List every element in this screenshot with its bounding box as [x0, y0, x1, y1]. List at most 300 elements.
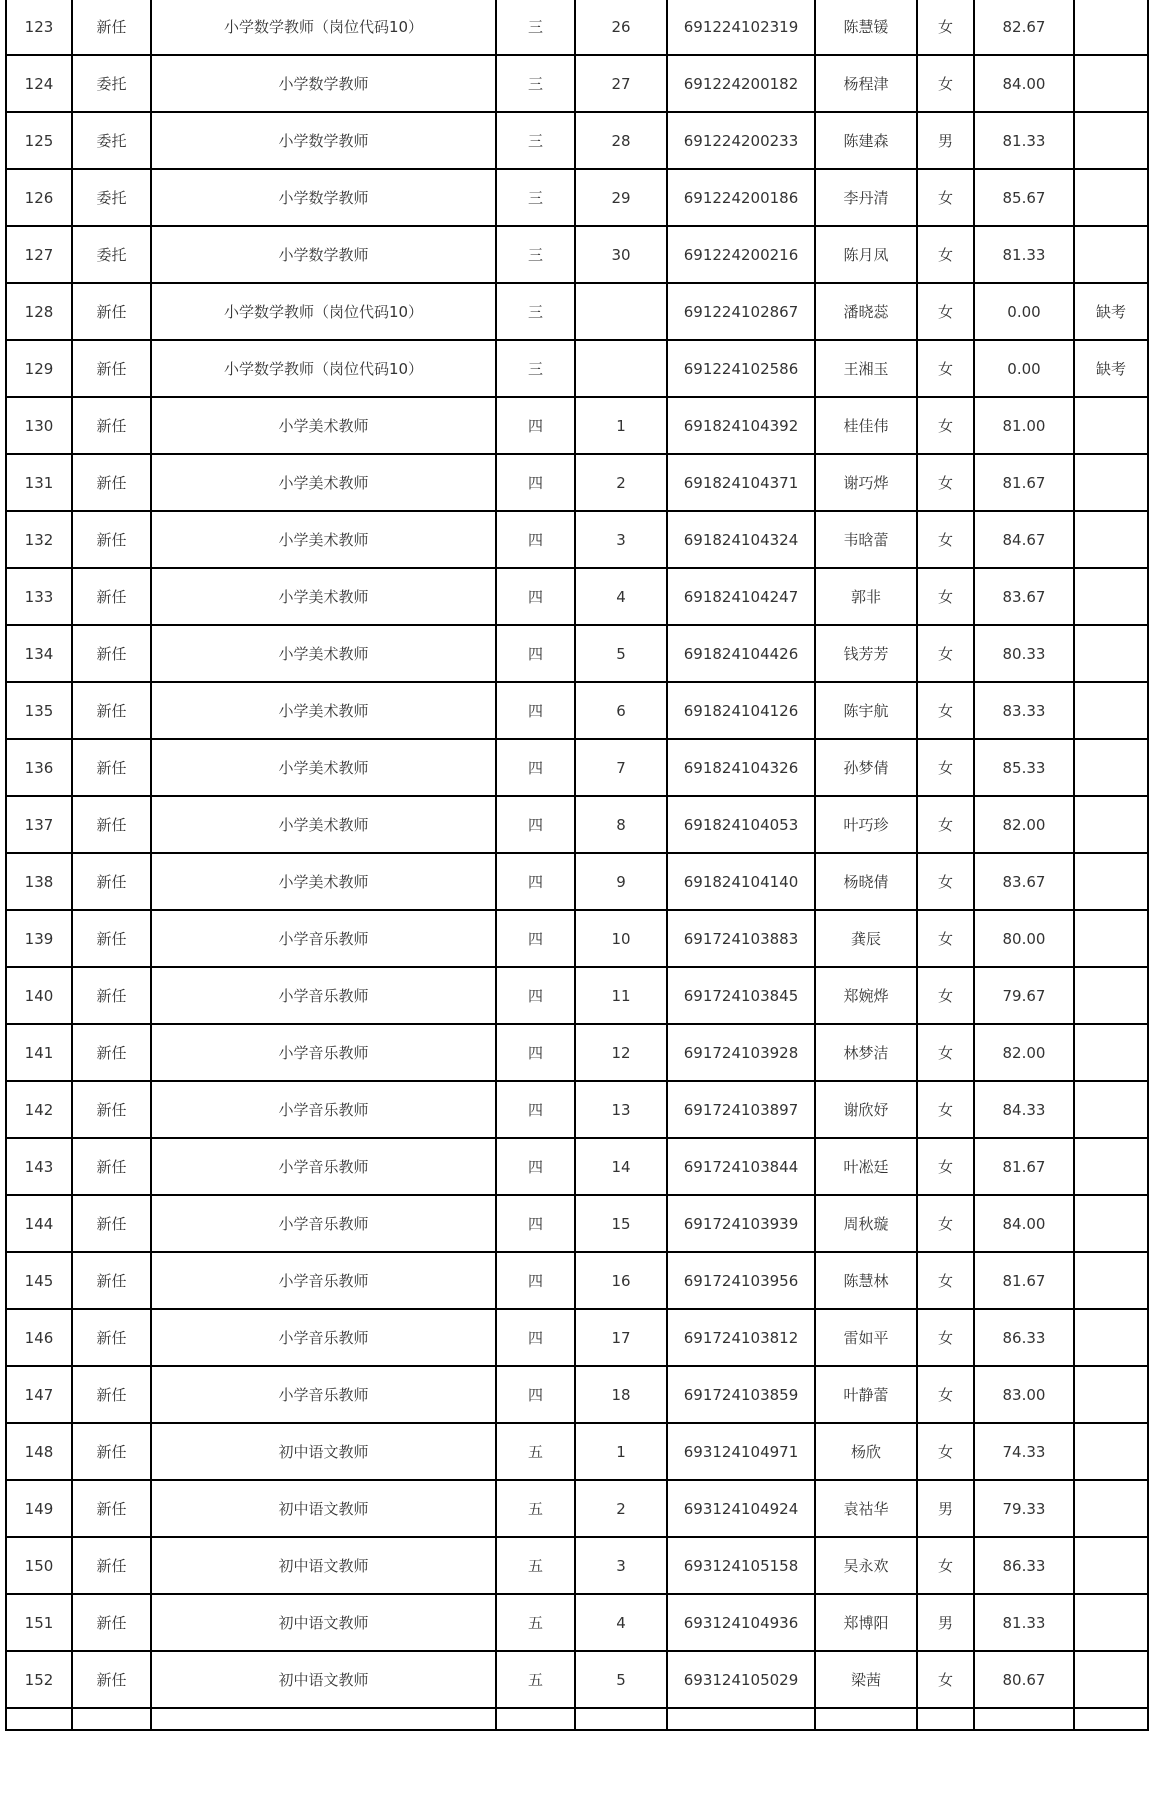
- cell-recruit-type: 新任: [72, 1480, 151, 1537]
- table-body: [6, 0, 1148, 1730]
- cell-remark: [1074, 625, 1148, 682]
- table-row: [6, 397, 1148, 454]
- cell-position: 初中语文教师: [151, 1594, 496, 1651]
- cell-recruit-type: 新任: [72, 1366, 151, 1423]
- cell-group: 三: [496, 169, 575, 226]
- empty-cell: [1074, 1708, 1148, 1730]
- table-row: [6, 625, 1148, 682]
- cell-draw-order: 3: [575, 511, 667, 568]
- cell-recruit-type: 委托: [72, 169, 151, 226]
- cell-gender: 女: [917, 397, 974, 454]
- cell-group: 五: [496, 1537, 575, 1594]
- cell-draw-order: 13: [575, 1081, 667, 1138]
- cell-name: 郭非: [815, 568, 917, 625]
- cell-group: 四: [496, 1252, 575, 1309]
- cell-group: 四: [496, 967, 575, 1024]
- cell-position: 初中语文教师: [151, 1537, 496, 1594]
- cell-serial-number: 136: [6, 739, 72, 796]
- cell-name: 陈慧林: [815, 1252, 917, 1309]
- cell-name: 雷如平: [815, 1309, 917, 1366]
- cell-recruit-type: 新任: [72, 1651, 151, 1708]
- cell-remark: [1074, 1309, 1148, 1366]
- cell-score: 80.67: [974, 1651, 1074, 1708]
- cell-score: 83.67: [974, 853, 1074, 910]
- cell-position: 小学音乐教师: [151, 910, 496, 967]
- cell-ticket-number: 691724103859: [667, 1366, 815, 1423]
- table-row: [6, 112, 1148, 169]
- cell-remark: [1074, 1423, 1148, 1480]
- cell-ticket-number: 691224102867: [667, 283, 815, 340]
- cell-serial-number: 142: [6, 1081, 72, 1138]
- cell-group: 三: [496, 226, 575, 283]
- table-row: [6, 283, 1148, 340]
- cell-ticket-number: 691724103844: [667, 1138, 815, 1195]
- cell-remark: [1074, 0, 1148, 55]
- cell-recruit-type: 新任: [72, 283, 151, 340]
- cell-name: 钱芳芳: [815, 625, 917, 682]
- cell-name: 孙梦倩: [815, 739, 917, 796]
- cell-position: 小学美术教师: [151, 739, 496, 796]
- empty-cell: [151, 1708, 496, 1730]
- cell-recruit-type: 新任: [72, 454, 151, 511]
- empty-cell: [575, 1708, 667, 1730]
- cell-group: 四: [496, 1081, 575, 1138]
- cell-gender: 女: [917, 340, 974, 397]
- cell-draw-order: 8: [575, 796, 667, 853]
- cell-draw-order: 26: [575, 0, 667, 55]
- cell-position: 初中语文教师: [151, 1423, 496, 1480]
- table-row: [6, 226, 1148, 283]
- cell-score: 80.33: [974, 625, 1074, 682]
- cell-remark: [1074, 853, 1148, 910]
- cell-serial-number: 134: [6, 625, 72, 682]
- cell-group: 三: [496, 0, 575, 55]
- cell-gender: 女: [917, 625, 974, 682]
- cell-gender: 男: [917, 112, 974, 169]
- cell-serial-number: 124: [6, 55, 72, 112]
- cell-serial-number: 128: [6, 283, 72, 340]
- cell-recruit-type: 新任: [72, 1423, 151, 1480]
- cell-remark: [1074, 1252, 1148, 1309]
- cell-remark: 缺考: [1074, 283, 1148, 340]
- cell-serial-number: 145: [6, 1252, 72, 1309]
- cell-position: 小学音乐教师: [151, 1195, 496, 1252]
- cell-draw-order: 2: [575, 454, 667, 511]
- cell-gender: 女: [917, 739, 974, 796]
- cell-ticket-number: 693124104936: [667, 1594, 815, 1651]
- table-row: [6, 1594, 1148, 1651]
- cell-gender: 女: [917, 1309, 974, 1366]
- cell-remark: [1074, 1480, 1148, 1537]
- cell-gender: 女: [917, 1651, 974, 1708]
- table-row: [6, 1081, 1148, 1138]
- cell-ticket-number: 691724103883: [667, 910, 815, 967]
- cell-gender: 女: [917, 910, 974, 967]
- cell-serial-number: 127: [6, 226, 72, 283]
- cell-group: 四: [496, 739, 575, 796]
- cell-position: 小学美术教师: [151, 796, 496, 853]
- cell-group: 四: [496, 910, 575, 967]
- cell-draw-order: 18: [575, 1366, 667, 1423]
- cell-score: 82.00: [974, 796, 1074, 853]
- cell-remark: [1074, 112, 1148, 169]
- table-row: [6, 853, 1148, 910]
- cell-serial-number: 130: [6, 397, 72, 454]
- cell-name: 杨晓倩: [815, 853, 917, 910]
- cell-group: 四: [496, 625, 575, 682]
- cell-serial-number: 131: [6, 454, 72, 511]
- cell-score: 0.00: [974, 283, 1074, 340]
- cell-gender: 女: [917, 853, 974, 910]
- cell-recruit-type: 新任: [72, 682, 151, 739]
- cell-draw-order: 2: [575, 1480, 667, 1537]
- cell-score: 81.67: [974, 1252, 1074, 1309]
- cell-name: 陈宇航: [815, 682, 917, 739]
- cell-serial-number: 139: [6, 910, 72, 967]
- cell-recruit-type: 新任: [72, 1138, 151, 1195]
- table-row: [6, 55, 1148, 112]
- cell-ticket-number: 691824104053: [667, 796, 815, 853]
- cell-gender: 女: [917, 682, 974, 739]
- cell-draw-order: [575, 340, 667, 397]
- cell-recruit-type: 委托: [72, 226, 151, 283]
- cell-recruit-type: 委托: [72, 55, 151, 112]
- cell-ticket-number: 691724103812: [667, 1309, 815, 1366]
- cell-ticket-number: 693124105158: [667, 1537, 815, 1594]
- cell-group: 三: [496, 55, 575, 112]
- cell-group: 四: [496, 454, 575, 511]
- cell-recruit-type: 新任: [72, 625, 151, 682]
- cell-name: 袁祜华: [815, 1480, 917, 1537]
- cell-group: 五: [496, 1423, 575, 1480]
- cell-draw-order: 29: [575, 169, 667, 226]
- cell-position: 小学音乐教师: [151, 1081, 496, 1138]
- cell-remark: [1074, 169, 1148, 226]
- cell-remark: [1074, 1081, 1148, 1138]
- cell-remark: [1074, 1366, 1148, 1423]
- cell-recruit-type: 新任: [72, 568, 151, 625]
- cell-group: 三: [496, 283, 575, 340]
- cell-recruit-type: 新任: [72, 1309, 151, 1366]
- cell-serial-number: 143: [6, 1138, 72, 1195]
- table-row: [6, 340, 1148, 397]
- cell-score: 81.67: [974, 454, 1074, 511]
- cell-recruit-type: 新任: [72, 910, 151, 967]
- cell-group: 四: [496, 397, 575, 454]
- cell-draw-order: 30: [575, 226, 667, 283]
- cell-serial-number: 133: [6, 568, 72, 625]
- cell-score: 81.33: [974, 1594, 1074, 1651]
- cell-remark: [1074, 1138, 1148, 1195]
- cell-gender: 女: [917, 1537, 974, 1594]
- cell-remark: [1074, 967, 1148, 1024]
- cell-score: 84.00: [974, 55, 1074, 112]
- cell-ticket-number: 691824104426: [667, 625, 815, 682]
- empty-cell: [917, 1708, 974, 1730]
- cell-draw-order: 1: [575, 397, 667, 454]
- cell-remark: [1074, 55, 1148, 112]
- cell-ticket-number: 691724103845: [667, 967, 815, 1024]
- cell-recruit-type: 新任: [72, 967, 151, 1024]
- cell-score: 80.00: [974, 910, 1074, 967]
- cell-ticket-number: 691824104326: [667, 739, 815, 796]
- cell-ticket-number: 691724103939: [667, 1195, 815, 1252]
- cell-draw-order: 14: [575, 1138, 667, 1195]
- cell-draw-order: 5: [575, 1651, 667, 1708]
- empty-cell: [815, 1708, 917, 1730]
- cell-recruit-type: 新任: [72, 853, 151, 910]
- empty-cell: [6, 1708, 72, 1730]
- cell-score: 0.00: [974, 340, 1074, 397]
- cell-gender: 女: [917, 1024, 974, 1081]
- cell-gender: 女: [917, 283, 974, 340]
- cell-draw-order: [575, 283, 667, 340]
- cell-serial-number: 126: [6, 169, 72, 226]
- cell-draw-order: 5: [575, 625, 667, 682]
- cell-name: 周秋璇: [815, 1195, 917, 1252]
- table-row: [6, 910, 1148, 967]
- cell-serial-number: 132: [6, 511, 72, 568]
- cell-name: 谢欣妤: [815, 1081, 917, 1138]
- cell-ticket-number: 691724103956: [667, 1252, 815, 1309]
- table-row: [6, 1195, 1148, 1252]
- cell-ticket-number: 693124104924: [667, 1480, 815, 1537]
- cell-draw-order: 4: [575, 568, 667, 625]
- cell-recruit-type: 新任: [72, 1537, 151, 1594]
- cell-ticket-number: 691224102319: [667, 0, 815, 55]
- cell-position: 小学美术教师: [151, 454, 496, 511]
- cell-name: 郑婉烨: [815, 967, 917, 1024]
- cell-score: 81.67: [974, 1138, 1074, 1195]
- score-table: [5, 0, 1149, 1731]
- empty-cell: [974, 1708, 1074, 1730]
- table-row: [6, 1480, 1148, 1537]
- cell-gender: 女: [917, 1366, 974, 1423]
- table-row: [6, 1309, 1148, 1366]
- cell-score: 81.33: [974, 226, 1074, 283]
- cell-name: 叶静蕾: [815, 1366, 917, 1423]
- table-row: [6, 0, 1148, 55]
- cell-recruit-type: 新任: [72, 1081, 151, 1138]
- cell-group: 四: [496, 1195, 575, 1252]
- cell-remark: [1074, 682, 1148, 739]
- cell-position: 小学音乐教师: [151, 967, 496, 1024]
- cell-remark: [1074, 1651, 1148, 1708]
- cell-name: 叶凇廷: [815, 1138, 917, 1195]
- cell-recruit-type: 新任: [72, 511, 151, 568]
- table-row: [6, 1537, 1148, 1594]
- cell-position: 小学音乐教师: [151, 1252, 496, 1309]
- cell-score: 81.33: [974, 112, 1074, 169]
- cell-serial-number: 146: [6, 1309, 72, 1366]
- cell-gender: 女: [917, 568, 974, 625]
- cell-ticket-number: 691824104392: [667, 397, 815, 454]
- cell-draw-order: 4: [575, 1594, 667, 1651]
- cell-serial-number: 148: [6, 1423, 72, 1480]
- table-row: [6, 1252, 1148, 1309]
- cell-name: 陈建森: [815, 112, 917, 169]
- cell-gender: 女: [917, 796, 974, 853]
- cell-serial-number: 138: [6, 853, 72, 910]
- cell-group: 五: [496, 1651, 575, 1708]
- cell-serial-number: 144: [6, 1195, 72, 1252]
- cell-group: 五: [496, 1594, 575, 1651]
- table-row-partial: [6, 1708, 1148, 1730]
- cell-name: 潘晓蕊: [815, 283, 917, 340]
- cell-ticket-number: 693124105029: [667, 1651, 815, 1708]
- cell-remark: [1074, 796, 1148, 853]
- cell-group: 四: [496, 853, 575, 910]
- cell-score: 83.00: [974, 1366, 1074, 1423]
- cell-ticket-number: 691224200182: [667, 55, 815, 112]
- cell-position: 小学美术教师: [151, 625, 496, 682]
- cell-position: 小学数学教师（岗位代码10）: [151, 340, 496, 397]
- cell-gender: 女: [917, 1423, 974, 1480]
- cell-serial-number: 129: [6, 340, 72, 397]
- cell-score: 74.33: [974, 1423, 1074, 1480]
- cell-serial-number: 152: [6, 1651, 72, 1708]
- cell-position: 初中语文教师: [151, 1651, 496, 1708]
- cell-serial-number: 137: [6, 796, 72, 853]
- cell-position: 小学美术教师: [151, 568, 496, 625]
- table-row: [6, 1138, 1148, 1195]
- cell-group: 四: [496, 796, 575, 853]
- cell-draw-order: 3: [575, 1537, 667, 1594]
- cell-serial-number: 123: [6, 0, 72, 55]
- cell-recruit-type: 新任: [72, 397, 151, 454]
- cell-ticket-number: 691724103897: [667, 1081, 815, 1138]
- cell-remark: [1074, 454, 1148, 511]
- cell-name: 桂佳伟: [815, 397, 917, 454]
- cell-draw-order: 12: [575, 1024, 667, 1081]
- cell-gender: 女: [917, 226, 974, 283]
- cell-draw-order: 10: [575, 910, 667, 967]
- cell-ticket-number: 691224200233: [667, 112, 815, 169]
- cell-draw-order: 17: [575, 1309, 667, 1366]
- cell-score: 85.33: [974, 739, 1074, 796]
- table-row: [6, 169, 1148, 226]
- cell-gender: 女: [917, 169, 974, 226]
- cell-gender: 女: [917, 511, 974, 568]
- table-row: [6, 739, 1148, 796]
- table-row: [6, 454, 1148, 511]
- cell-score: 82.67: [974, 0, 1074, 55]
- cell-serial-number: 140: [6, 967, 72, 1024]
- cell-serial-number: 141: [6, 1024, 72, 1081]
- cell-recruit-type: 新任: [72, 0, 151, 55]
- cell-position: 小学数学教师: [151, 169, 496, 226]
- cell-score: 85.67: [974, 169, 1074, 226]
- table-row: [6, 1651, 1148, 1708]
- cell-remark: [1074, 1024, 1148, 1081]
- cell-score: 79.33: [974, 1480, 1074, 1537]
- cell-name: 韦晗蕾: [815, 511, 917, 568]
- table-row: [6, 511, 1148, 568]
- cell-position: 小学美术教师: [151, 397, 496, 454]
- cell-gender: 女: [917, 454, 974, 511]
- cell-position: 小学美术教师: [151, 853, 496, 910]
- cell-draw-order: 16: [575, 1252, 667, 1309]
- cell-remark: [1074, 397, 1148, 454]
- cell-serial-number: 151: [6, 1594, 72, 1651]
- cell-gender: 女: [917, 1081, 974, 1138]
- cell-recruit-type: 新任: [72, 739, 151, 796]
- cell-gender: 女: [917, 1195, 974, 1252]
- cell-recruit-type: 新任: [72, 1195, 151, 1252]
- cell-draw-order: 27: [575, 55, 667, 112]
- cell-ticket-number: 691224200216: [667, 226, 815, 283]
- cell-serial-number: 149: [6, 1480, 72, 1537]
- cell-serial-number: 135: [6, 682, 72, 739]
- cell-position: 小学数学教师（岗位代码10）: [151, 0, 496, 55]
- cell-position: 小学数学教师: [151, 112, 496, 169]
- cell-name: 杨程津: [815, 55, 917, 112]
- cell-ticket-number: 693124104971: [667, 1423, 815, 1480]
- cell-position: 小学数学教师: [151, 55, 496, 112]
- cell-remark: [1074, 226, 1148, 283]
- cell-ticket-number: 691824104140: [667, 853, 815, 910]
- cell-name: 龚辰: [815, 910, 917, 967]
- cell-position: 小学音乐教师: [151, 1366, 496, 1423]
- cell-score: 86.33: [974, 1537, 1074, 1594]
- table-row: [6, 1366, 1148, 1423]
- empty-cell: [667, 1708, 815, 1730]
- empty-cell: [72, 1708, 151, 1730]
- table-row: [6, 568, 1148, 625]
- cell-draw-order: 6: [575, 682, 667, 739]
- cell-draw-order: 1: [575, 1423, 667, 1480]
- cell-ticket-number: 691724103928: [667, 1024, 815, 1081]
- cell-score: 81.00: [974, 397, 1074, 454]
- cell-gender: 女: [917, 55, 974, 112]
- cell-score: 84.33: [974, 1081, 1074, 1138]
- cell-group: 四: [496, 511, 575, 568]
- cell-ticket-number: 691824104126: [667, 682, 815, 739]
- cell-group: 五: [496, 1480, 575, 1537]
- cell-remark: [1074, 739, 1148, 796]
- cell-recruit-type: 新任: [72, 796, 151, 853]
- cell-group: 三: [496, 340, 575, 397]
- cell-ticket-number: 691824104371: [667, 454, 815, 511]
- score-table-container: [5, 0, 1147, 1731]
- cell-score: 84.67: [974, 511, 1074, 568]
- cell-score: 79.67: [974, 967, 1074, 1024]
- cell-name: 杨欣: [815, 1423, 917, 1480]
- cell-draw-order: 11: [575, 967, 667, 1024]
- cell-serial-number: 125: [6, 112, 72, 169]
- cell-group: 四: [496, 1138, 575, 1195]
- cell-position: 初中语文教师: [151, 1480, 496, 1537]
- cell-name: 李丹清: [815, 169, 917, 226]
- cell-remark: [1074, 568, 1148, 625]
- cell-gender: 女: [917, 1138, 974, 1195]
- table-row: [6, 1024, 1148, 1081]
- cell-recruit-type: 新任: [72, 340, 151, 397]
- cell-draw-order: 28: [575, 112, 667, 169]
- cell-remark: 缺考: [1074, 340, 1148, 397]
- cell-score: 86.33: [974, 1309, 1074, 1366]
- cell-recruit-type: 新任: [72, 1024, 151, 1081]
- cell-ticket-number: 691224102586: [667, 340, 815, 397]
- cell-recruit-type: 新任: [72, 1594, 151, 1651]
- cell-score: 84.00: [974, 1195, 1074, 1252]
- cell-draw-order: 9: [575, 853, 667, 910]
- cell-name: 王湘玉: [815, 340, 917, 397]
- cell-score: 82.00: [974, 1024, 1074, 1081]
- cell-remark: [1074, 511, 1148, 568]
- cell-name: 谢巧烨: [815, 454, 917, 511]
- cell-name: 叶巧珍: [815, 796, 917, 853]
